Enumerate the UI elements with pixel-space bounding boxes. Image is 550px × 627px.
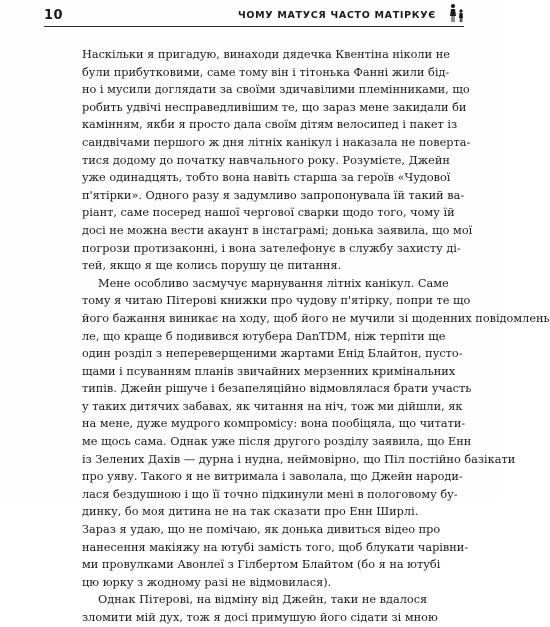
text-line: щами і псуванням планів звичайних мерзенних кримінальних	[82, 364, 456, 378]
text-line: зломити мій дух, тож я досі примушую його сідати зі мною	[82, 611, 438, 624]
text-line: про уяву. Такого я не витримала і заволала, що Джейн народи-	[82, 470, 463, 484]
page-number: 10	[44, 8, 64, 23]
text-line: п'ятірки». Одного разу я задумливо запропонувала їй такий ва-	[82, 188, 465, 202]
text-line: ле, що краще б подивився ютубера DanTDM, ніж терпіти ще	[82, 329, 446, 343]
text-line: один розділ з непереверщеними жартами Енід Блайтон, пусто-	[82, 347, 463, 361]
text-line: лася бездушною і що її точно підкинули мені в пологовому бу-	[82, 487, 458, 501]
text-line: уже одинадцять, тобто вона навіть старша за героїв «Чудової	[82, 171, 451, 185]
text-line: тися додому до початку навчального року. Розумієте, Джейн	[82, 153, 450, 167]
text-line: його бажання виникає на ходу, щоб його не мучили зі щоденних повідомлень	[82, 311, 550, 325]
text-line: у таких дитячих забавах, як читання на ніч, тож ми дійшли, як	[82, 399, 463, 413]
header-rule	[44, 26, 464, 27]
text-line: Наскільки я пригадую, винаходи дядечка Квентіна ніколи не	[82, 48, 450, 61]
text-line: робить удвічі несправедливішим те, що зараз мене закидали би	[82, 100, 467, 114]
text-line: на мене, дуже мудрого компромісу: вона пообіцяла, що читати-	[82, 417, 466, 431]
body-text	[82, 46, 550, 627]
text-line: типів. Джейн рішуче і безапеляційно відмовлялася брати участь	[82, 382, 472, 396]
text-line: ріант, саме посеред нашої чергової сварки щодо того, чому їй	[82, 206, 455, 220]
text-line: досі не можна вести акаунт в інстаграмі; донька заявила, що мої	[82, 223, 473, 237]
text-line: сандвічами першого ж дня літніх канікул і наказала не поверта-	[82, 135, 471, 149]
text-line: Однак Пітерові, на відміну від Джейн, таки не вдалося	[98, 593, 428, 607]
text-line: динку, бо моя дитина не на так сказати про Енн Ширлі.	[82, 505, 419, 519]
text-line: но і мусили доглядати за своїми здичавілими племінниками, що	[82, 83, 470, 97]
text-line: камінням, якби я просто дала своїм дітям велосипед і пакет із	[82, 118, 458, 132]
text-line: ми провулками Авонлеї з Гілбертом Блайтом (бо я на ютубі	[82, 558, 441, 572]
text-line: нанесення макіяжу на ютубі замість того, щоб блукати чарівни-	[82, 540, 469, 554]
text-line: ме щось сама. Однак уже після другого розділу заявила, що Енн	[82, 435, 472, 449]
text-line: були прибутковими, саме тому він і тітонька Фанні жили бід-	[82, 65, 450, 79]
text-line: тому я читаю Пітерові книжки про чудову п'ятірку, попри те що	[82, 294, 471, 308]
text-line: тей, якщо я ще колись порушу це питання.	[82, 259, 342, 273]
text-line: погрози протизаконні, і вона зателефонує в службу захисту ді-	[82, 241, 461, 255]
text-line: цю юрку з жодному разі не відмовилася).	[82, 575, 332, 589]
running-title: ЧОМУ МАТУСЯ ЧАСТО МАТІРКУЄ	[238, 10, 436, 21]
text-line: із Зелених Дахів — дурна і нудна, неймовірно, що Піл постійно базікати	[82, 452, 516, 466]
text-line: Мене особливо засмучує марнування літніх канікул. Саме	[98, 276, 449, 290]
family-figures-icon	[448, 2, 466, 24]
page-header	[0, 0, 500, 28]
text-line: Зараз я удаю, що не помічаю, як донька дивиться відео про	[82, 523, 441, 537]
